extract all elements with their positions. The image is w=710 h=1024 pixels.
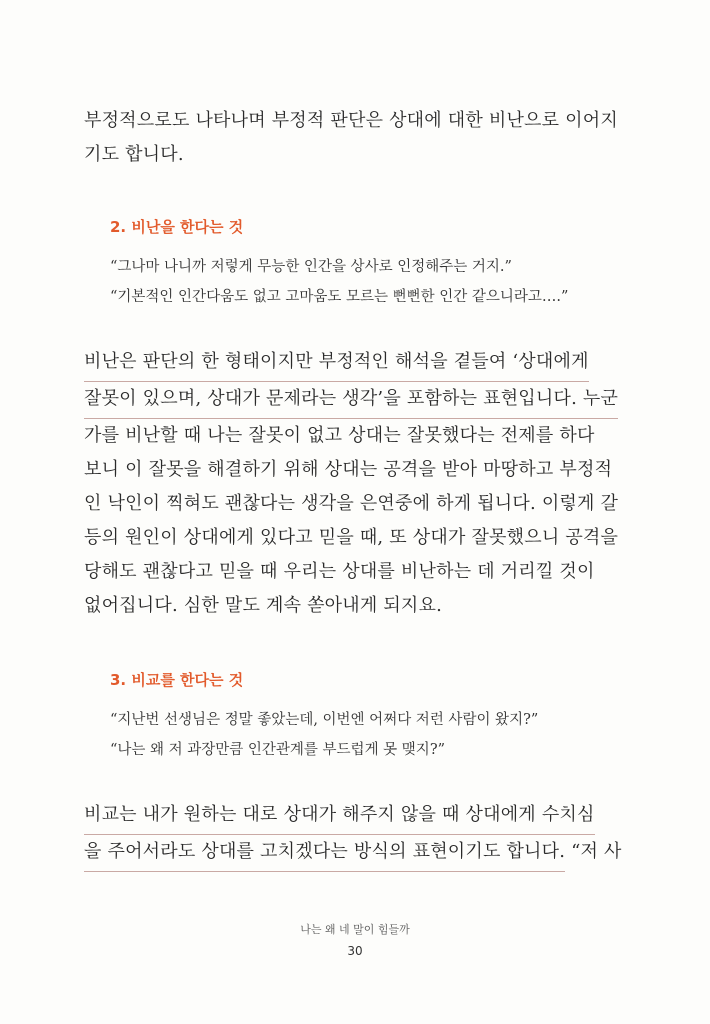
section-heading-comparison: 3. 비교를 한다는 것 [110,671,244,689]
underlined-text: 비난은 판단의 한 형태이지만 부정적인 해석을 곁들여 ‘상대에게 [84,345,589,382]
example-quote: “나는 왜 저 과장만큼 인간관계를 부드럽게 못 맺지?” [110,742,446,758]
example-quotes-criticism [110,252,630,312]
text-continuation: “저 사 [565,841,622,862]
text-line: 부정적으로도 나타나며 부정적 판단은 상대에 대한 비난으로 이어지 [84,110,618,131]
text-line: 가를 비난할 때 나는 잘못이 없고 상대는 잘못했다는 전제를 하다 [84,425,595,446]
text-line: 없어집니다. 심한 말도 계속 쏟아내게 되지요. [84,595,443,616]
example-quote: “그나마 나니까 저렇게 무능한 인간을 상사로 인정해주는 거지.” [110,259,512,275]
running-footer-title: 나는 왜 네 말이 힘들까 [300,923,410,936]
criticism-paragraph [84,345,632,623]
underlined-text: 을 주어서라도 상대를 고치겠다는 방식의 표현이기도 합니다. [84,835,565,872]
comparison-paragraph [84,798,632,872]
example-quote: “지난번 선생님은 정말 좋았는데, 이번엔 어쩌다 저런 사람이 왔지?” [110,712,539,728]
page-number: 30 [347,944,363,958]
text-line: 인 낙인이 찍혀도 괜찮다는 생각을 은연중에 하게 됩니다. 이렇게 갈 [84,493,619,514]
example-quote: “기본적인 인간다움도 없고 고마움도 모르는 뻔뻔한 인간 같으니라고….” [110,289,569,305]
text-line: 보니 이 잘못을 해결하기 위해 상대는 공격을 받아 마땅하고 부정적 [84,459,613,480]
section-heading-criticism: 2. 비난을 한다는 것 [110,218,244,236]
text-line: 당해도 괜찮다고 믿을 때 우리는 상대를 비난하는 데 거리낄 것이 [84,561,595,582]
text-line: 등의 원인이 상대에게 있다고 믿을 때, 또 상대가 잘못했으니 공격을 [84,527,619,548]
underlined-text: 비교는 내가 원하는 대로 상대가 해주지 않을 때 상대에게 수치심 [84,798,595,835]
text-line: 기도 합니다. [84,144,184,165]
intro-paragraph [84,104,632,172]
example-quotes-comparison [110,705,630,765]
underlined-text: 잘못이 있으며, 상대가 문제라는 생각’을 포함하는 표현입니다. 누군 [84,382,618,419]
